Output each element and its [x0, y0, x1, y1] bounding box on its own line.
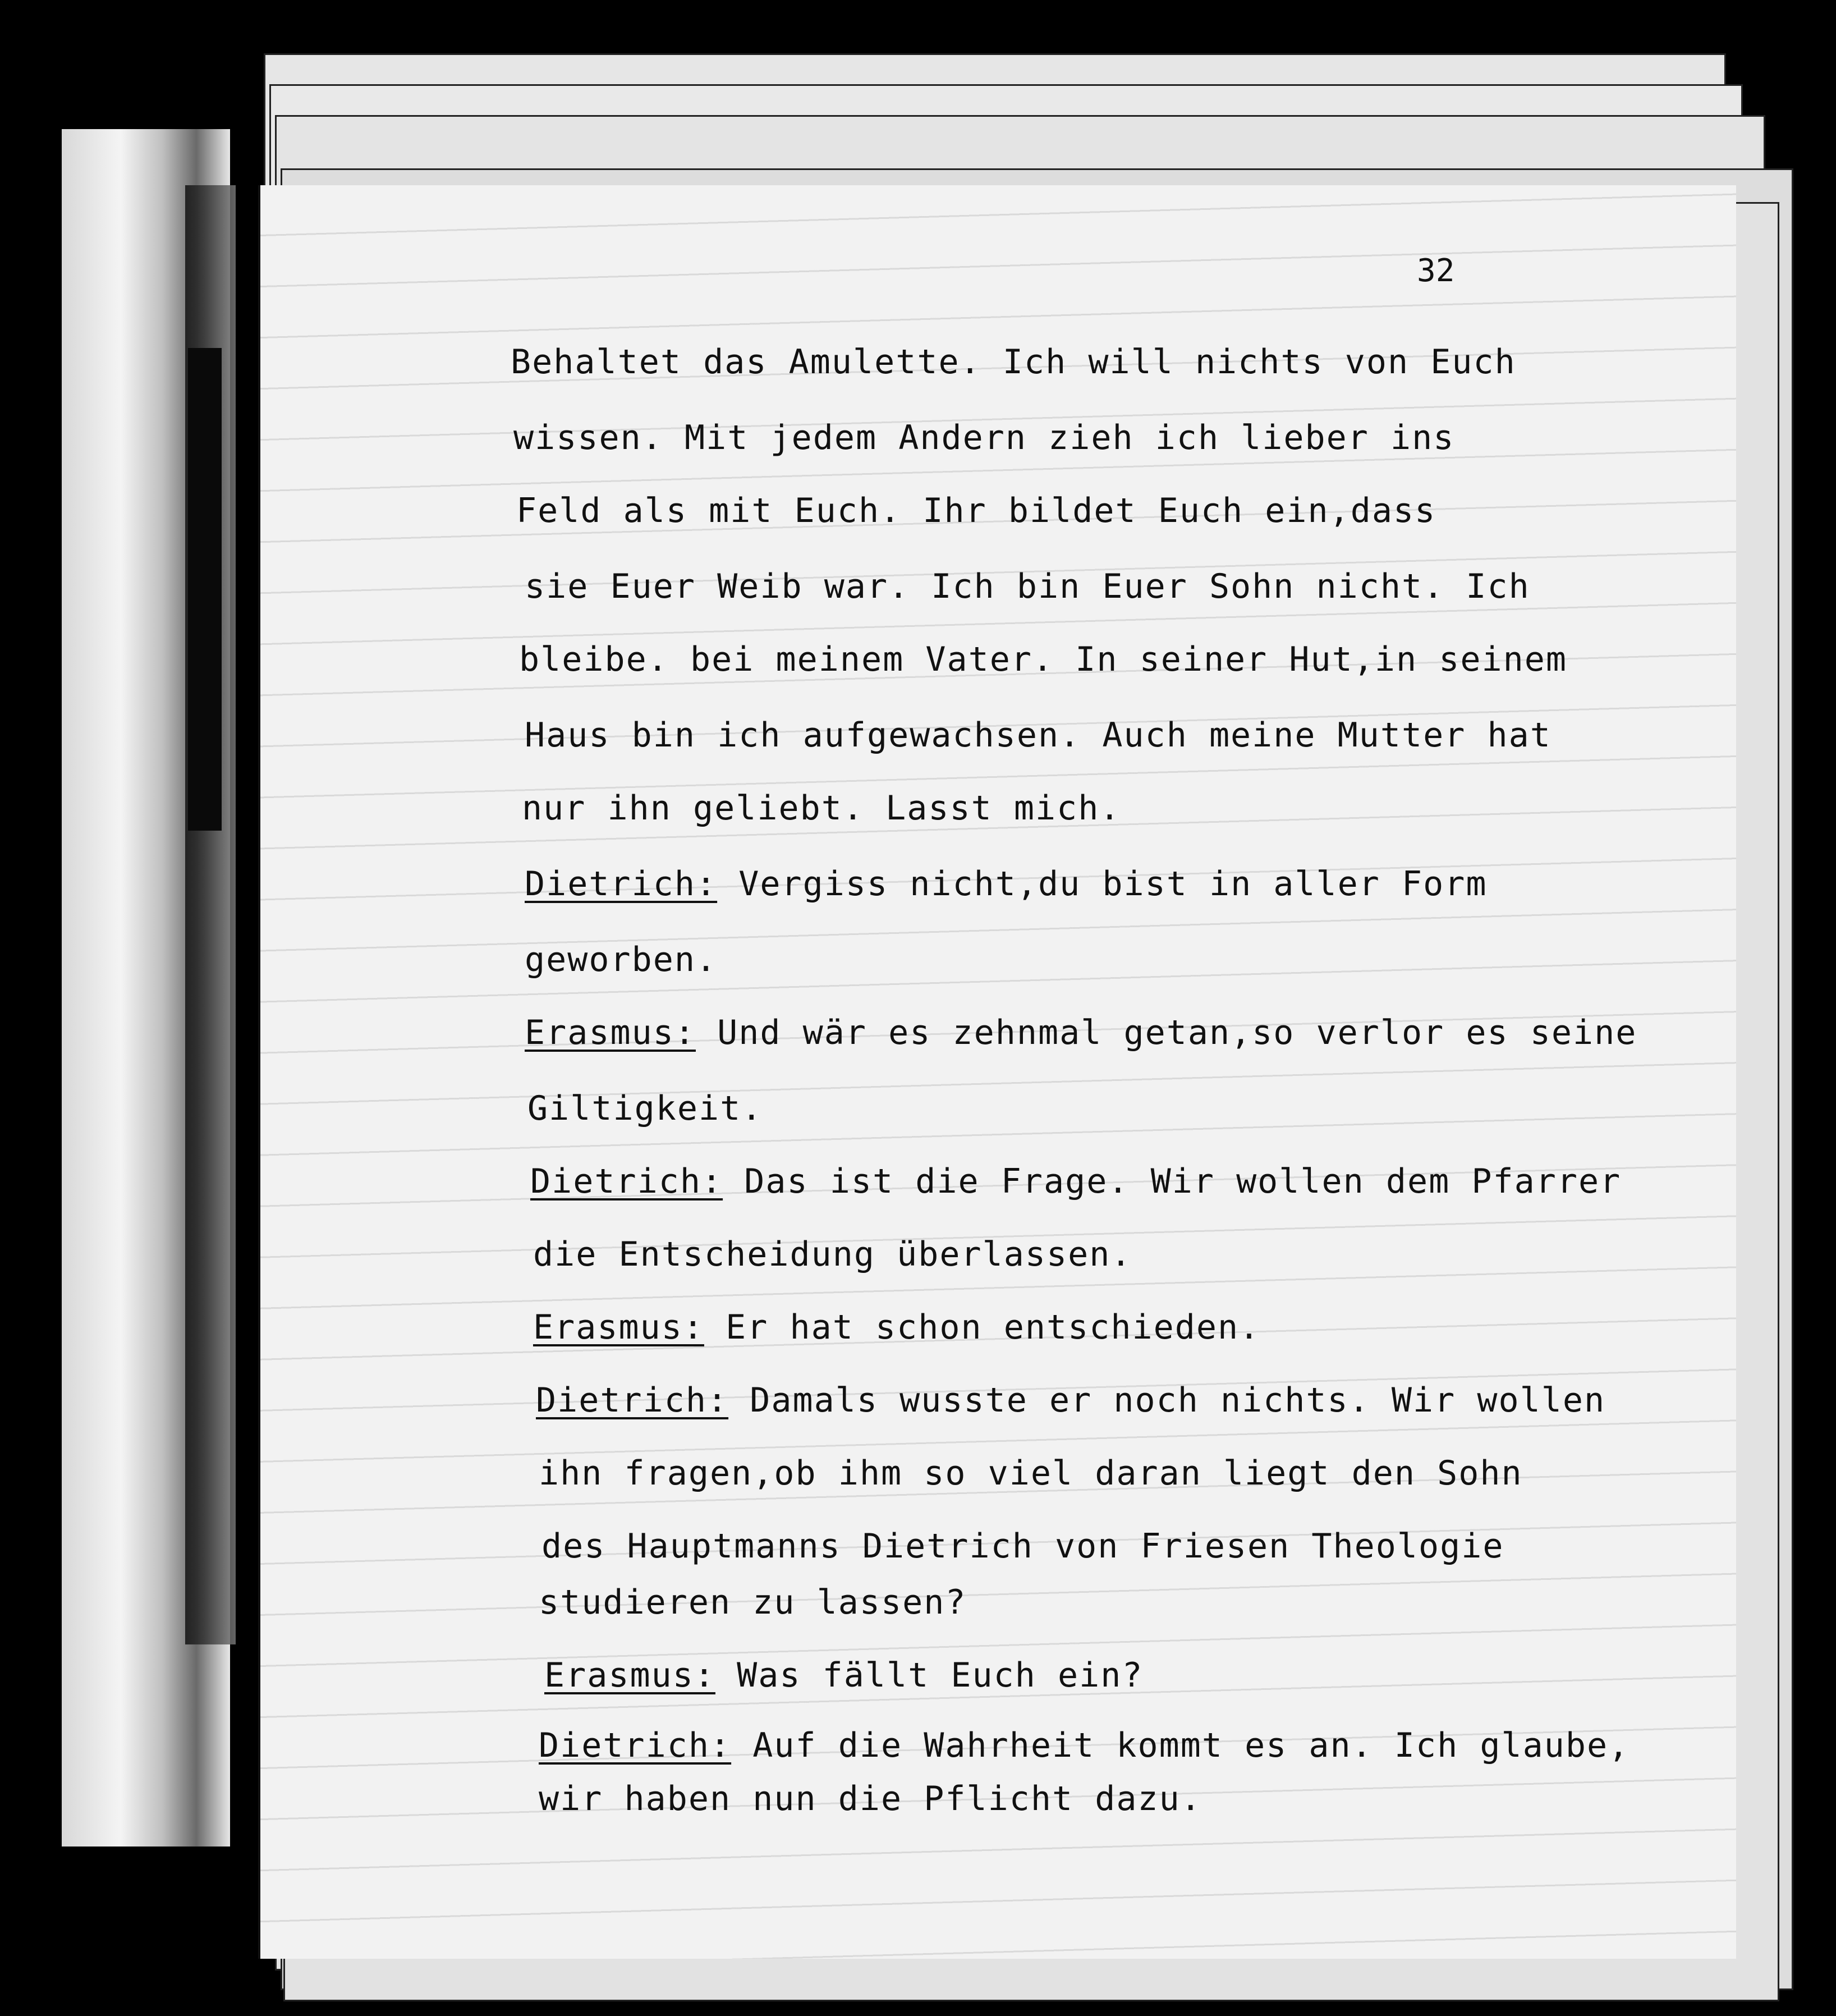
text-line: [527, 1089, 763, 1128]
line-text: Auf die Wahrheit kommt es an. Ich glaube,: [731, 1726, 1630, 1765]
line-text: sie Euer Weib war. Ich bin Euer Sohn nicht. Ich: [525, 567, 1530, 606]
line-text: wir haben nun die Pflicht dazu.: [539, 1779, 1202, 1818]
speaker-name: Dietrich:: [525, 864, 718, 904]
speaker-name: Dietrich:: [530, 1162, 723, 1201]
line-text: Vergiss nicht,du bist in aller Form: [717, 864, 1488, 904]
line-text: des Hauptmanns Dietrich von Friesen Theologie: [541, 1527, 1504, 1566]
line-text: nur ihn geliebt. Lasst mich.: [522, 789, 1121, 828]
text-line: [539, 1454, 1523, 1493]
text-line: [511, 342, 1516, 382]
strip-shadow-dark: [188, 348, 222, 831]
speaker-name: Dietrich:: [539, 1726, 732, 1765]
line-text: Feld als mit Euch. Ihr bildet Euch ein,dass: [516, 491, 1436, 530]
text-line: [525, 567, 1530, 606]
text-line: [539, 1779, 1202, 1818]
speaker-name: Erasmus:: [533, 1308, 704, 1347]
text-line: [513, 418, 1454, 457]
line-text: Giltigkeit.: [527, 1089, 763, 1128]
text-line: [539, 1583, 966, 1622]
speaker-name: Erasmus:: [544, 1656, 715, 1695]
line-text: studieren zu lassen?: [539, 1583, 967, 1622]
line-text: Damals wusste er noch nichts. Wir wollen: [728, 1381, 1606, 1420]
line-text: Er hat schon entschieden.: [704, 1308, 1261, 1347]
line-text: Das ist die Frage. Wir wollen dem Pfarrer: [723, 1162, 1622, 1201]
page-number: 32: [1417, 253, 1455, 289]
text-line: [525, 716, 1552, 755]
line-text: Behaltet das Amulette. Ich will nichts von Euch: [511, 342, 1516, 382]
text-line: [525, 864, 1488, 904]
text-line: [533, 1308, 1260, 1347]
line-text: Und wär es zehnmal getan,so verlor es seine: [695, 1013, 1637, 1052]
text-line: [525, 1013, 1637, 1052]
line-text: wissen. Mit jedem Andern zieh ich lieber ins: [513, 418, 1455, 457]
text-line: [541, 1527, 1504, 1566]
text-line: [544, 1656, 1143, 1695]
line-text: ihn fragen,ob ihm so viel daran liegt den Sohn: [539, 1454, 1523, 1493]
line-text: Was fällt Euch ein?: [715, 1656, 1144, 1695]
text-line: [516, 491, 1436, 530]
text-line: [519, 640, 1567, 679]
line-text: bleibe. bei meinem Vater. In seiner Hut,in seinem: [519, 640, 1568, 679]
text-line: [522, 789, 1121, 828]
text-line: [530, 1162, 1621, 1201]
text-line: [536, 1381, 1605, 1420]
line-text: geworben.: [525, 940, 718, 979]
speaker-name: Dietrich:: [536, 1381, 729, 1420]
text-line: [533, 1235, 1132, 1274]
speaker-name: Erasmus:: [525, 1013, 696, 1052]
text-line: [525, 940, 717, 979]
text-line: [539, 1726, 1630, 1765]
line-text: Haus bin ich aufgewachsen. Auch meine Mutter hat: [525, 716, 1552, 755]
line-text: die Entscheidung überlassen.: [533, 1235, 1132, 1274]
